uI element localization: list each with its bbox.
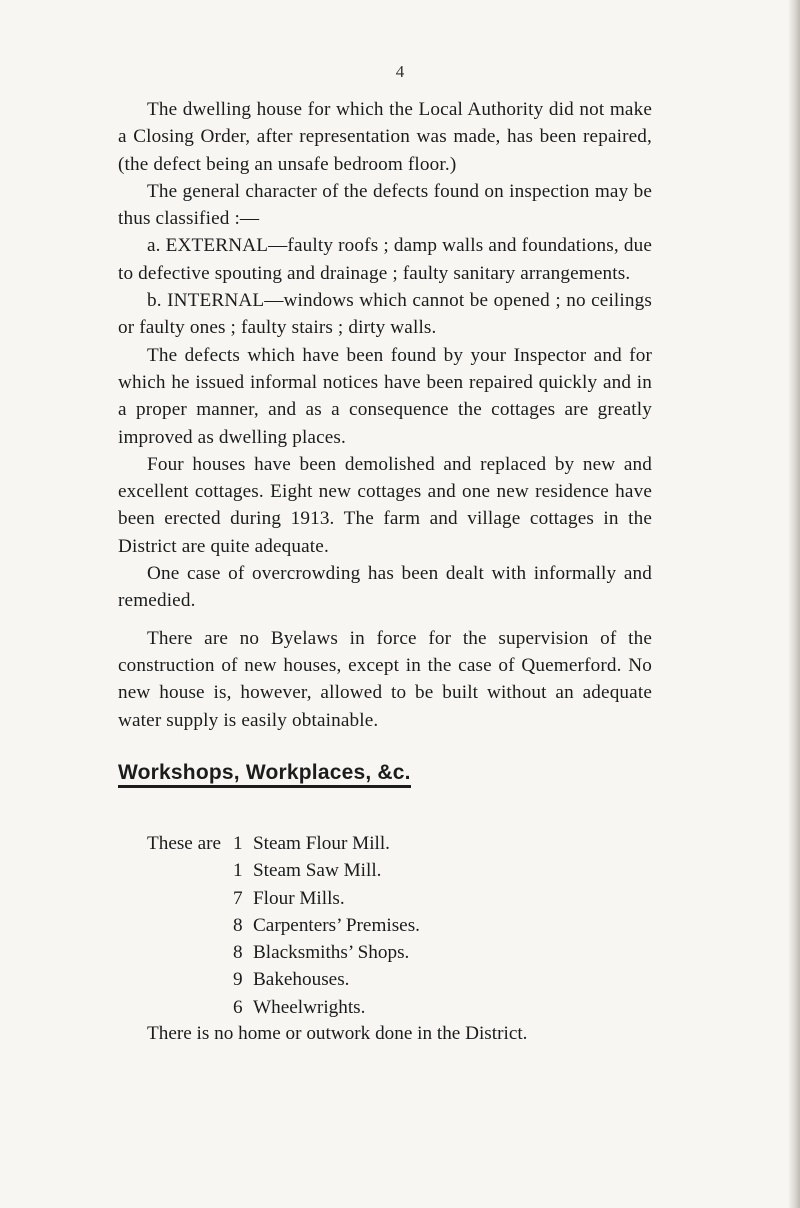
- workshop-item: [147, 885, 647, 912]
- body-text: [118, 96, 652, 788]
- workshop-count: 6: [233, 996, 243, 1018]
- paragraph-outwork: There is no home or outwork done in the District.: [147, 1023, 528, 1044]
- workshop-description: Carpenters’ Premises.: [253, 914, 420, 936]
- paragraph-external-defects: a. EXTERNAL—faulty roofs ; damp walls and foundations, due to defective spouting and drainage ; faulty sanitary arrangements.: [118, 235, 652, 284]
- page-number: 4: [395, 62, 405, 81]
- workshops-list-block: [147, 830, 647, 1021]
- workshop-item: [147, 966, 647, 993]
- workshop-description: Flour Mills.: [253, 887, 345, 909]
- workshop-item: [147, 830, 647, 857]
- paragraph-defects-classification: The general character of the defects found on inspection may be thus classified :—: [118, 180, 652, 230]
- workshop-item: [147, 939, 647, 966]
- workshops-intro: These are: [147, 833, 222, 854]
- workshop-item: [147, 912, 647, 939]
- workshop-description: Steam Flour Mill.: [253, 833, 390, 854]
- workshop-description: Wheelwrights.: [253, 996, 366, 1018]
- section-heading-workshops: [118, 758, 652, 788]
- workshop-count: 1: [233, 860, 243, 882]
- page-edge-shadow: [788, 0, 800, 1208]
- workshop-item: [147, 857, 647, 884]
- workshop-item: [147, 994, 647, 1021]
- workshop-description: Bakehouses.: [253, 969, 350, 991]
- workshop-description: Blacksmiths’ Shops.: [253, 942, 410, 964]
- paragraph-overcrowding: One case of overcrowding has been dealt with informally and remedied.: [118, 563, 652, 612]
- workshop-count: 9: [233, 969, 243, 991]
- paragraph-byelaws: There are no Byelaws in force for the supervision of the construction of new houses, except in the case of Quemerford. No new house is, however, allowed to be built without an adequate water supply is easily obtainable.: [118, 627, 652, 731]
- workshop-description: Steam Saw Mill.: [253, 860, 382, 882]
- workshop-count: 7: [233, 887, 243, 909]
- workshops-list: [147, 830, 647, 1021]
- section-heading-text: Workshops, Workplaces, &c.: [118, 761, 411, 788]
- paragraph-internal-defects: b. INTERNAL—windows which cannot be opened ; no ceilings or faulty ones ; faulty stairs ; dirty walls.: [118, 290, 652, 339]
- paragraph-new-cottages: Four houses have been demolished and replaced by new and excellent cottages. Eight new cottages and one new residence have been erected during 1913. The farm and village cottages in the District are quite adequate.: [118, 453, 652, 557]
- workshop-count: 8: [233, 942, 243, 964]
- paragraph-repaired-house: The dwelling house for which the Local Authority did not make a Closing Order, after representation was made, has been repaired, (the defect being an unsafe bedroom floor.): [118, 99, 652, 175]
- workshop-count: 1: [233, 833, 243, 854]
- paragraph-inspector-notices: The defects which have been found by your Inspector and for which he issued informal notices have been repaired quickly and in a proper manner, and as a consequence the cottages are greatly improved as dwelling places.: [118, 344, 652, 448]
- workshop-count: 8: [233, 914, 243, 936]
